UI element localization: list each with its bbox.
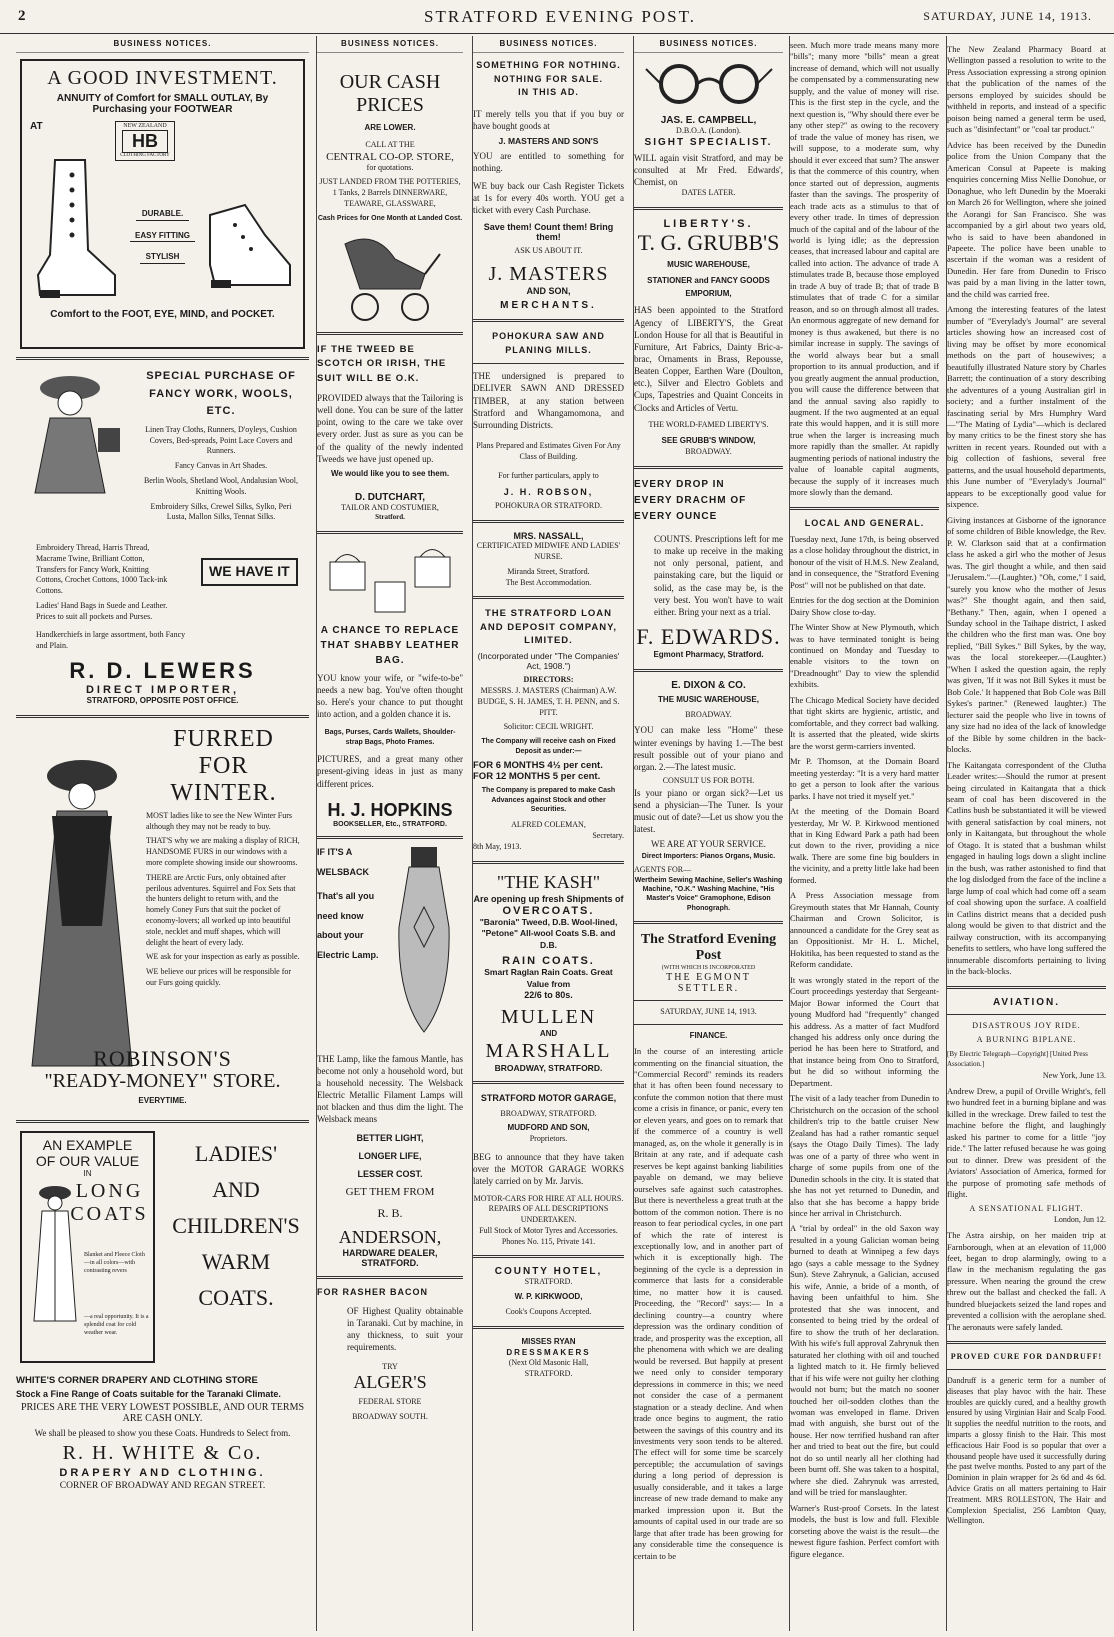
shoe-icon	[205, 155, 295, 305]
handbags-illustration-icon	[325, 542, 455, 617]
column-heading: BUSINESS NOTICES.	[473, 36, 624, 53]
robinsons-name: ROBINSON'S	[93, 1045, 232, 1071]
column-6: The New Zealand Pharmacy Board at Wellington passed a resolution to write to the Press Association expressing a strong opinion that the publication of the names of the persons employed by suicides should be withheld in reports, and instead of a specific poison being named a general term be used, such as "disinfectant" or "coal tar product." Advice has been received by the Dunedin police from the Union Company that the American Consul at Papeete is making enquiries concerning Miss Nellie Donohue, or Donaghue, who left Dunedin by the Moeraki on March 26 for Wellington, where she joined the Aorangi for San Francisco. She was accompanied by a girl about two years old, who is said to have been abandoned in Papeete. The police have been unable to ascertain if the woman was a resident of Dunedin. Her fare from Dunedin to Frisco was paid by a man living in the latter town, and the child was carried free. Among the interesting features of the latest number of "Everylady's Journal" are several articles showing how an increased cost of living may be offset by more economical methods on the part of housewives; a beautifully illustrated Nature story by Charles Barrett; the continuation of a story describing the adventures of a young Australian girl in society; and a further instalment of the fascinating serial by Mrs Humphry Ward—"The Mating of Lydia"—which is declared by many critics to be the finest story she has written in recent years. Rounded out with a big collection of fashions, several free patterns, and the usual household departments, this June number of "Everylady's Journal" appears to be exceptionally good value for sixpence. Giving instances at Gisborne of the ignorance of some children of Bible knowledge, the Rev. P. W. Clarkson said that at a confirmation class he asked a girl who the mother of Jesus was. The girl thought a while, and then said "Jerusalem."—(Laughter.) "Oh, come," I said, "surely you know who the mother of Jesus was?" She thought again, and then said, "Bethany." Then, again, when I opened a Sunday school in the Taihape district, I asked the children who the first man was. One boy replied, "Bill Sykes." Bill Sykes, by the way, was the local storekeeper.—(Laughter.) "When I asked the question again, the reply was given, 'If it was not Bill Sykes it must be Bob Cole.' It happened that Bob Cole was Bill Sykes's partner." (Renewed laughter.) The lecturer said the people who live in towns of any size had no idea of the lack of knowledge of the Bible by some children in the back-blocks. The Kaitangata correspondent of the Clutha Leader writes:—Should the rumor at present being circulated in Kaitangata that a thick seam of coal has been discovered in the Catlins bush be substantiated it will be viewed with general satisfaction by coal miners, not only in Kaitangata, but throughout the whole of Otago. It is stated that a bushman whilst engaged in hauling logs down a slight incline in the bush, was rather astonished to find that the log dislodged from the face of the incline a large lump of coal which had come off a seam of coal showing upon the surface. A coalfield in Catlins district means that a decided push along would be given to that district and the railway construction, with its accompanying benefits to settlers, who have long suffered the innumerable discomforts pertaining to living in the back-blocks. AVIATION. DISASTROUS JOY RIDE. A BURNING BIPLANE. [By Electric Telegraph—Copyright] [United Press Association.] New York, June 13. Andrew Drew, a pupil of Orville Wright's, fell two hundred feet in a burning biplane and was killed in the wreckage. Drew failed to test the machine before the flight, and laughingly asked his partner to come for a little "joy ride." The latter refused because he was going out to dinner. Drew was president of the Aviators' Association of America, formed for the purpose of promoting safe methods of flight. A SENSATIONAL FLIGHT. London, Jun 12. The Astra airship, on her maiden trip at Farnborough, when at an elevation of 11,000 feet, began to drop alarmingly, owing to a flaw in the mechanism regulating the gas pressure. When nearing the ground the crew threw out the ballast and checked the fall. A hundred bluejackets seized the land ropes and prevented a collision with the aeroplane shed. The aeronauts were safely landed. PROVED CURE FOR DANDRUFF! Dandruff is a generic term for a number of diseases that play havoc with the hair. These troubles are quickly cured, and a healthy growth ensured by using Virginian Hair and Scalp Food. It supplies the needful nutrition to the roots, and imparts a glossy finish to the Hair. This most efficacious Hair Food is so popular that over a thousand people have used it successfully during the past twelve months. Posted to any part of the Dominion in plain wrapper for 2s 6d and 4s 6d. Advice Gratis on all matters pertaining to Hair Treatment. MRS ROLLESTON, The Hair and Complexion Specialist, 256 Lambton Quay, Wellington.	[946, 36, 1106, 1631]
column-4: BUSINESS NOTICES. JAS. E. CAMPBELL, D.B.O.A. (London). SIGHT SPECIALIST. WILL again visit Stratford, and may be consulted at Mr Fred. Edwards', Chemist, on DATES LATER. LIBERTY'S. T. G. GRUBB'S MUSIC WAREHOUSE, STATIONER and FANCY GOODS EMPORIUM, HAS been appointed to the Stratford Agency of LIBERTY'S, the Great London House for all that is Beautiful in Furniture, Art Fabrics, Dainty Bric-a-brac, Ornaments in Brass, Repousse, Beaten Copper, Earthen Ware (Doulton, etc.), Silver and Electro Goblets and Cups, Tapestries and Quaint Conceits in Clocks and Articles of Vertu. THE WORLD-FAMED LIBERTY'S. SEE GRUBB'S WINDOW, BROADWAY. EVERY DROP IN EVERY DRACHM OF EVERY OUNCE COUNTS. Prescriptions left for me to make up receive in the making not only personal, patient, and painstaking care, but the liquid or solid, as the case may be, is the very best. You won't have to wait either. Bring your next as a trial. F. EDWARDS. Egmont Pharmacy, Stratford. E. DIXON & CO. THE MUSIC WAREHOUSE, BROADWAY. YOU can make less "Home" these winter evenings by having 1.—The best result possible out of your piano and organ. 2.—The latest music. CONSULT US FOR BOTH. Is your piano or organ sick?—Let us send a physician—The Tuner. Is your music out of date?—Let us show you the latest. WE ARE AT YOUR SERVICE. Direct Importers: Pianos Organs, Music. AGENTS FOR— Wertheim Sewing Machine, Seller's Washing Machine, "O.K." Washing Machine, "His Master's Voice" Gramophone, Edison Phonograph. The Stratford Evening Post (WITH WHICH IS INCORPORATED THE EGMONT SETTLER. SATURDAY, JUNE 14, 1913. FINANCE. In the course of an interesting article commenting on the financial situation, the "Commercial Record" reminds its readers that it has often been found necessary to confute the common notion that there must come a crisis in finance, or panic, every ten or eleven years, and goes on to remark that if the commerce of a country is well managed, as, on the whole it generally is in Britain at any rate, and if adequate cash reserves be kept against banking liabilities payable on demand, we may believe ourselves safe against such catastrophes. But there is nevertheless a great truth at the bottom of the common notion. There is no reason to fear periodical cycles, in one part of which the rate of interest is exceptionally low, and in another part of which it is exceptionally high. The beginning of the cycle is a depression in commerce that lasts for a considerable time, no matter how it is caused. Proceeding, the "Record" says:— In a declining country—a country where depression was the ordinary condition of trade, and prosperity was the exception, all the phenomena with which we are dealing would be reversed. But happily at present we need only to consider temporary depressions in commerce in this; we need not consider the case of a permanent stagnation or a steady decline. And when trade once begins to augment, the ratio between the savings of this country and its investments very soon tends to be altered. The effect will for some time be scarcely perceptible; the accumulation of savings during a long period of depression is usually considerable, and it takes a large increase of new trade demand to make any marked impression upon it. But the amounts of capital used in our trade are so large that after trade has been growing for any considerable time the consequence is certain to be	[633, 36, 783, 1631]
furred-title-3: WINTER.	[170, 779, 277, 806]
boot-icon	[30, 155, 120, 305]
lady-in-furs-illustration-icon	[22, 746, 142, 1076]
white-name: R. H. WHITE & Co.	[62, 1441, 263, 1464]
lady-illustration-icon	[20, 368, 130, 498]
furred-title-1: FURRED	[173, 725, 274, 752]
perambulator-illustration-icon	[335, 229, 445, 324]
robinsons-ad: FURRED FOR WINTER. MOST ladies like to see the New Winter Furs although they may not be ready to buy. THAT'S why we are making a display of RICH, HANDSOME FURS in our windows with a more complete showing inside our showrooms. THERE are Arctic Furs, only obtained after perilous adventures. Squirrel and Fox Sets that the hunters delight to return with, and the homely Coney Furs that suit the pocket of economy-lovers; all worked up into beautiful stole, necklet and muff shapes, which will delight the heart of every lady. WE ask for your inspection as early as possible. WE believe our prices will be responsible for our Furs going quickly. ROBINSON'S "READY-MONEY" STORE. EVERYTIME.	[16, 726, 309, 1112]
footwear-ad	[20, 59, 305, 349]
special-purchase-title: SPECIAL PURCHASE OF FANCY WORK, WOOLS, ETC.	[146, 370, 296, 418]
issue-date: SATURDAY, JUNE 14, 1913.	[923, 9, 1092, 23]
page-number: 2	[18, 8, 26, 24]
lewers-address: STRATFORD, OPPOSITE POST OFFICE.	[86, 696, 239, 705]
white-ad: AN EXAMPLE OF OUR VALUE IN LONG COATS Blanket and Fleece Cloth—in all colors—with contrasting revers —a real opportunity. It is a splendid coat for cold weather wear. LADIES' AND CHILDREN'S WARM COATS.	[16, 1131, 309, 1371]
lewers-ad: SPECIAL PURCHASE OF FANCY WORK, WOOLS, ETC. Linen Tray Cloths, Runners, D'oyleys, Cushion Covers, Bed-spreads, Point Lace Covers and Runners. Fancy Canvas in Art Shades. Berlin Wools, Shetland Wool, Andalusian Wool, Knitting Wools. Embroidery Silks, Crewel Silks, Sylko, Peri Lusta, Mallon Silks, Tennat Silks. Embroidery Thread, Harris Thread, Macrame Twine, Brilliant Cotton, Transfers for Fancy Work, Knitting Cottons, Crochet Cottons, 1000 Tack-ink Cottons. WE HAVE IT Ladies' Hand Bags in Suede and Leather. Prices to suit all pockets and Purses. Handkerchiefs in large assortment, both Fancy and Plain.	[16, 368, 309, 678]
feature-durable: DURABLE.	[136, 209, 189, 221]
ad-subtitle: ANNUITY of Comfort for SMALL OUTLAY, By Purchasing your FOOTWEAR	[56, 93, 269, 115]
column-3: BUSINESS NOTICES. SOMETHING FOR NOTHING. NOTHING FOR SALE. IN THIS AD. IT merely tells you that if you buy or have bought goods at J. MASTERS AND SON'S YOU are entitled to something for nothing. WE buy back our Cash Register Tickets at 1s for every 40s worth. YOU get a ticket with every Cash Purchase. Save them! Count them! Bring them! ASK US ABOUT IT. J. MASTERS AND SON, MERCHANTS. POHOKURA SAW AND PLANING MILLS. THE undersigned is prepared to DELIVER SAWN AND DRESSED TIMBER, at any station between Stratford and Whangamomona, and Surrounding Districts. Plans Prepared and Estimates Given For Any Class of Building. For further particulars, apply to J. H. ROBSON, POHOKURA OR STRATFORD. MRS. NASSALL, CERTIFICATED MIDWIFE AND LADIES' NURSE. Miranda Street, Stratford. The Best Accommodation. THE STRATFORD LOAN AND DEPOSIT COMPANY, LIMITED. (Incorporated under "The Companies' Act, 1908.") DIRECTORS: MESSRS. J. MASTERS (Chairman) A.W. BUDGE, S. H. JAMES, T. H. PENN, and S. PITT. Solicitor: CECIL WRIGHT. The Company will receive cash on Fixed Deposit as under:— FOR 6 MONTHS 4½ per cent. FOR 12 MONTHS 5 per cent. The Company is prepared to make Cash Advances against Stock and other Securities. ALFRED COLEMAN, Secretary. 8th May, 1913. "THE KASH" Are opening up fresh Shipments of OVERCOATS. "Baronia" Tweed, D.B. Wool-lined, "Petone" All-wool Coats S.B. and D.B. RAIN COATS. Smart Raglan Rain Coats. Great Value from 22/6 to 80s. MULLEN AND MARSHALL BROADWAY, STRATFORD. STRATFORD MOTOR GARAGE, BROADWAY, STRATFORD. MUDFORD AND SON, Proprietors. BEG to announce that they have taken over the MOTOR GARAGE WORKS lately carried on by Mr. Jarvis. MOTOR-CARS FOR HIRE AT ALL HOURS. REPAIRS OF ALL DESCRIPTIONS UNDERTAKEN. Full Stock of Motor Tyres and Accessories. Phones No. 115, Private 141. COUNTY HOTEL, STRATFORD. W. P. KIRKWOOD, Cook's Coupons Accepted. MISSES RYAN DRESSMAKERS (Next Old Masonic Hall, STRATFORD.	[472, 36, 624, 1631]
column-2: BUSINESS NOTICES. OUR CASH PRICES ARE LOWER. CALL AT THE CENTRAL CO-OP. STORE, for quotations. JUST LANDED FROM THE POTTERIES, 1 Tanks, 2 Barrels DINNERWARE, TEAWARE, GLASSWARE, Cash Prices for One Month at Landed Cost. IF THE TWEED BE SCOTCH OR IRISH, THE SUIT WILL BE O.K. PROVIDED always that the Tailoring is well done. You can be sure of the latter point, owing to the care we take over every order. Just as sure as you can be of the quality of the newly indented Tweeds we have just opened up. We would like you to see them. D. DUTCHART, TAILOR AND COSTUMIER, Stratford. A CHANCE TO REPLACE THAT SHABBY LEATHER BAG. YOU know your wife, or "wife-to-be" needs a new bag. You've often thought so. Here's your chance to put thought into action, and a golden chance it is. Bags, Purses, Cards Wallets, Shoulder-strap Bags, Photo Frames. PICTURES, and a great many other present-giving ideas in just as many different prices. H. J. HOPKINS BOOKSELLER, Etc., STRATFORD. IF IT'S A WELSBACK That's all you need know about your Electric Lamp. THE Lamp, like the famous Mantle, has become not only a household word, but a household necessity. The Welsback Electric Metallic Filament Lamps will not blacken and thus dim the light. The Welsback means BETTER LIGHT, LONGER LIFE, LESSER COST. GET THEM FROM R. B. ANDERSON, HARDWARE DEALER, STRATFORD. FOR RASHER BACON OF Highest Quality obtainable in Taranaki. Cut by machine, in any thickness, to suit your requirements. TRY ALGER'S FEDERAL STORE BROADWAY SOUTH.	[316, 36, 463, 1631]
column-5: seen. Much more trade means many more "bills"; many more "bills" mean a great increase of demand, which will not usually be compensated by a commensurating new supply, and the value of money will rise. This is the first step in the cycle, and the next question is, "Why should there ever be any other step?" as owing to the recovery of trade the value of money has risen, we will suppose, to a moderate sum, why should it ever exceed that sum? The answer is that the commerce of this country, when once started out of depression, augments faster than the savings. The prosperity of each trade acts as a stimulus to that of every other trade. In times of depression much of the capital and of the labour of the world is lying idle; as the depression ceases, that increased labour and capital are called into action. The advance of trade A stimulates trade B, because those employed in trade A buy of trade B; that of trade B stimulates that of trade C for a similar reason, and so on through almost all trades. An enormous aggregate of new demand for money is thus awakened, but there is no similar increase in supply. The savings of the world always bear but a small proportion to its annual production, and if you greatly augment the annual production, you will cause the difference between that and the annual saving also rapidly to augment. If the two augmented at an equal rate this would happen, and it is still more true when the larger is increasing much more rapidly than the smaller. At rapidly augmenting periods of national industry the value of loanable capital augments, because the supply of it increases much more slowly than the demand. LOCAL AND GENERAL. Tuesday next, June 17th, is being observed as a close holiday throughout the district, in honour of the visit of H.M.S. New Zealand, and in consequence, the "Stratford Evening Post" will not be published on that date. Entries for the dog section at the Dominion Dairy Show close to-day. The Winter Show at New Plymouth, which was to have terminated tonight is being continued on Monday and Tuesday to enable visitors to the town on "Dreadnought" Day to view the splendid exhibits. The Chicago Medical Society have decided that tight skirts are hygienic, artistic, and comfortable, and they correct bad walking. It is asserted that the pleated, wide skirts are the worst germ-carriers invented. Mr P. Thomson, at the Domain Board meeting yesterday: "It is a very hard matter to get a person to look after the various parks. I have not tried it myself yet." At the meeting of the Domain Board yesterday, Mr W. P. Kirkwood mentioned that in King Edward Park a path had been cut down to the river, providing a nice walk. There are some fine big boulders in the vicinity, and a pretty little lake had been formed. A Press Association message from Greymouth states that Mr Hannah, County Chairman and Crown Solicitor, is announced a candidate for the Grey seat as an Oppositionist. Mr H. L. Michel, Hokitika, has been requested to stand as the Reform candidate. It was wrongly stated in the report of the Court proceedings yesterday that Sergeant-Major Bowar informed the Court that young Mudford had "frequently" changed his address. As a matter of fact Mudford changed his address only once during the period he has been here to Stratford, and that instance being from Ono to Stratford, but he did so without informing the Department. The visit of a lady teacher from Dunedin to Christchurch on the occasion of the school children's trip to the battle cruiser New Zealand has had a rather romantic sequel (says the Otago Daily Times). The lady was one of a party of three who went in charge of some pupils from one of the Dunedin schools in the city. It is stated that she has not yet returned to Dunedin, and also that she has become a happy bride since her arrival in Christchurch. A "trial by ordeal" in the old Saxon way resulted in a young Galician woman being burned to death at Winnipeg a few days ago (says a cable message to the Sydney Sun). Steve Zahrynuk, a Galician, accused his wife, Annie, a bride of a month, of having been unfaithful to him. She protested that she was innocent, and consented to being tried by the ordeal of fire to show the truth of her declaration. With his wife's full approval Zahrynuk then saturated her clothing with oil and touched a lighted match to it. He firmly believed that if his wife were not guilty her clothing would not burn; but the match no sooner touched her oil-sodden clothes than the woman was enveloped in flame. Driven mad with anguish, she burst out of the house. Her now terrified husband ran after her and tried to beat out the fire, but could not do so until nearly all her clothing had been burnt off. She was taken to a hospital, where she died. Zahrynuk was arrested, and will be tried for manslaughter. Warner's Rust-proof Corsets. In the latest models, the bust is low and full. Flexible corseting above the waist is the result—the newest figure fashion. Perfect comfort with figure elegance.	[789, 36, 939, 1631]
column-heading: BUSINESS NOTICES.	[317, 36, 463, 53]
robinsons-store: "READY-MONEY" STORE.	[44, 1069, 281, 1092]
feature-stylish: STYLISH	[140, 252, 185, 264]
lewers-importer: DIRECT IMPORTER,	[85, 684, 240, 696]
hb-logo: NEW ZEALAND HB CLOTHING FACTORY	[115, 121, 175, 161]
section-title-local-and-general: LOCAL AND GENERAL.	[804, 517, 925, 528]
spectacles-icon	[644, 59, 774, 109]
white-store-name: WHITE'S CORNER DRAPERY AND CLOTHING STORE	[16, 1374, 258, 1386]
we-have-it-sign: WE HAVE IT	[201, 558, 298, 586]
section-title-aviation: AVIATION.	[992, 996, 1061, 1008]
ad-tagline: Comfort to the FOOT, EYE, MIND, and POCKET.	[50, 308, 275, 320]
electric-lamp-icon	[389, 847, 459, 1037]
column-1: BUSINESS NOTICES. A GOOD INVESTMENT. ANNUITY of Comfort for SMALL OUTLAY, By Purchasing your FOOTWEAR AT NEW ZEALAND HB CLOTHING FACTORY DURABLE. EASY FITTING STYLISH Comfort to the FOOT, EYE, MIND, and POCKET. SPECIAL PURCHASE OF FANCY WORK, WOOLS, ETC. Linen Tray Cloths, Runners, D'oyleys, Cushion Covers, Bed-spreads, Point Lace Covers and Runners. Fancy Canvas in Art Shades. Berlin Wools, Shetland Wool, Andalusian Wool, Knitting Wools. Embroidery Silks, Crewel Silks, Sylko, Peri Lusta, Mallon Silks, Tennat Silks. Embroidery Thread, Harris Thread, Macrame Twine, Brilliant Cotton, Transfers for Fancy Work, Knitting Cottons, Crochet Cottons, 1000 Tack-ink Cottons. WE HAVE IT Ladies' Hand Bags in Suede and Leather. Prices to suit all pockets and Purses. Handkerchiefs in large assortment, both Fancy and Plain. R. D. LEWERS DIRECT IMPORTER, STRATFORD, OPPOSITE POST OFFICE. FURRED FOR WINTER. MOST ladies like to see the New Winter Furs although they may not be ready to buy. THAT'S why we are making a display of RICH, HANDSOME FURS in our windows with a more complete showing inside our showrooms. THERE are Arctic Furs, only obtained after perilous adventures. Squirrel and Fox Sets that the hunters delight to return with, and the homely Coney Furs that suit the pocket of economy-lovers; all worked up into beautiful stole, necklet and muff shapes, which will delight the heart of every lady. WE ask for your inspection as early as possible. WE believe our prices will be responsible for our Furs going quickly. ROBINSON'S "READY-MONEY" STORE. EVERYTIME. AN EXAMPLE OF OUR VALUE IN LONG COATS Blanket and Fleece Cloth—in all colors—with contrasting revers —a real opportunity. It is a splendid coat for cold weather wear. LADIES' AND CHILDREN'S WARM COATS. WHITE'S CORNER DRAPERY AND CLOTHING STORE Stock a Fine Range of Coats suitable for the Taranaki Climate. PRICES ARE THE VERY LOWEST POSSIBLE, AND OUR TERMS ARE CASH ONLY. We shall be pleased to show you these Coats. Hundreds to Select from. R. H. WHITE & Co. DRAPERY AND CLOTHING. CORNER OF BROADWAY AND REGAN STREET.	[16, 36, 309, 1631]
sep-nameplate: The Stratford Evening Post	[640, 932, 777, 964]
feature-easy-fitting: EASY FITTING	[130, 231, 195, 243]
ad-title: A GOOD INVESTMENT.	[47, 67, 278, 89]
masthead: STRATFORD EVENING POST.	[424, 7, 696, 26]
lewers-name: R. D. LEWERS	[69, 658, 256, 683]
furred-title-2: FOR	[198, 752, 249, 779]
column-heading: BUSINESS NOTICES.	[634, 36, 783, 53]
page-header	[0, 0, 1114, 34]
at-label: AT	[30, 121, 43, 132]
long-coat-illustration-icon	[30, 1183, 80, 1323]
column-heading: BUSINESS NOTICES.	[16, 36, 309, 53]
